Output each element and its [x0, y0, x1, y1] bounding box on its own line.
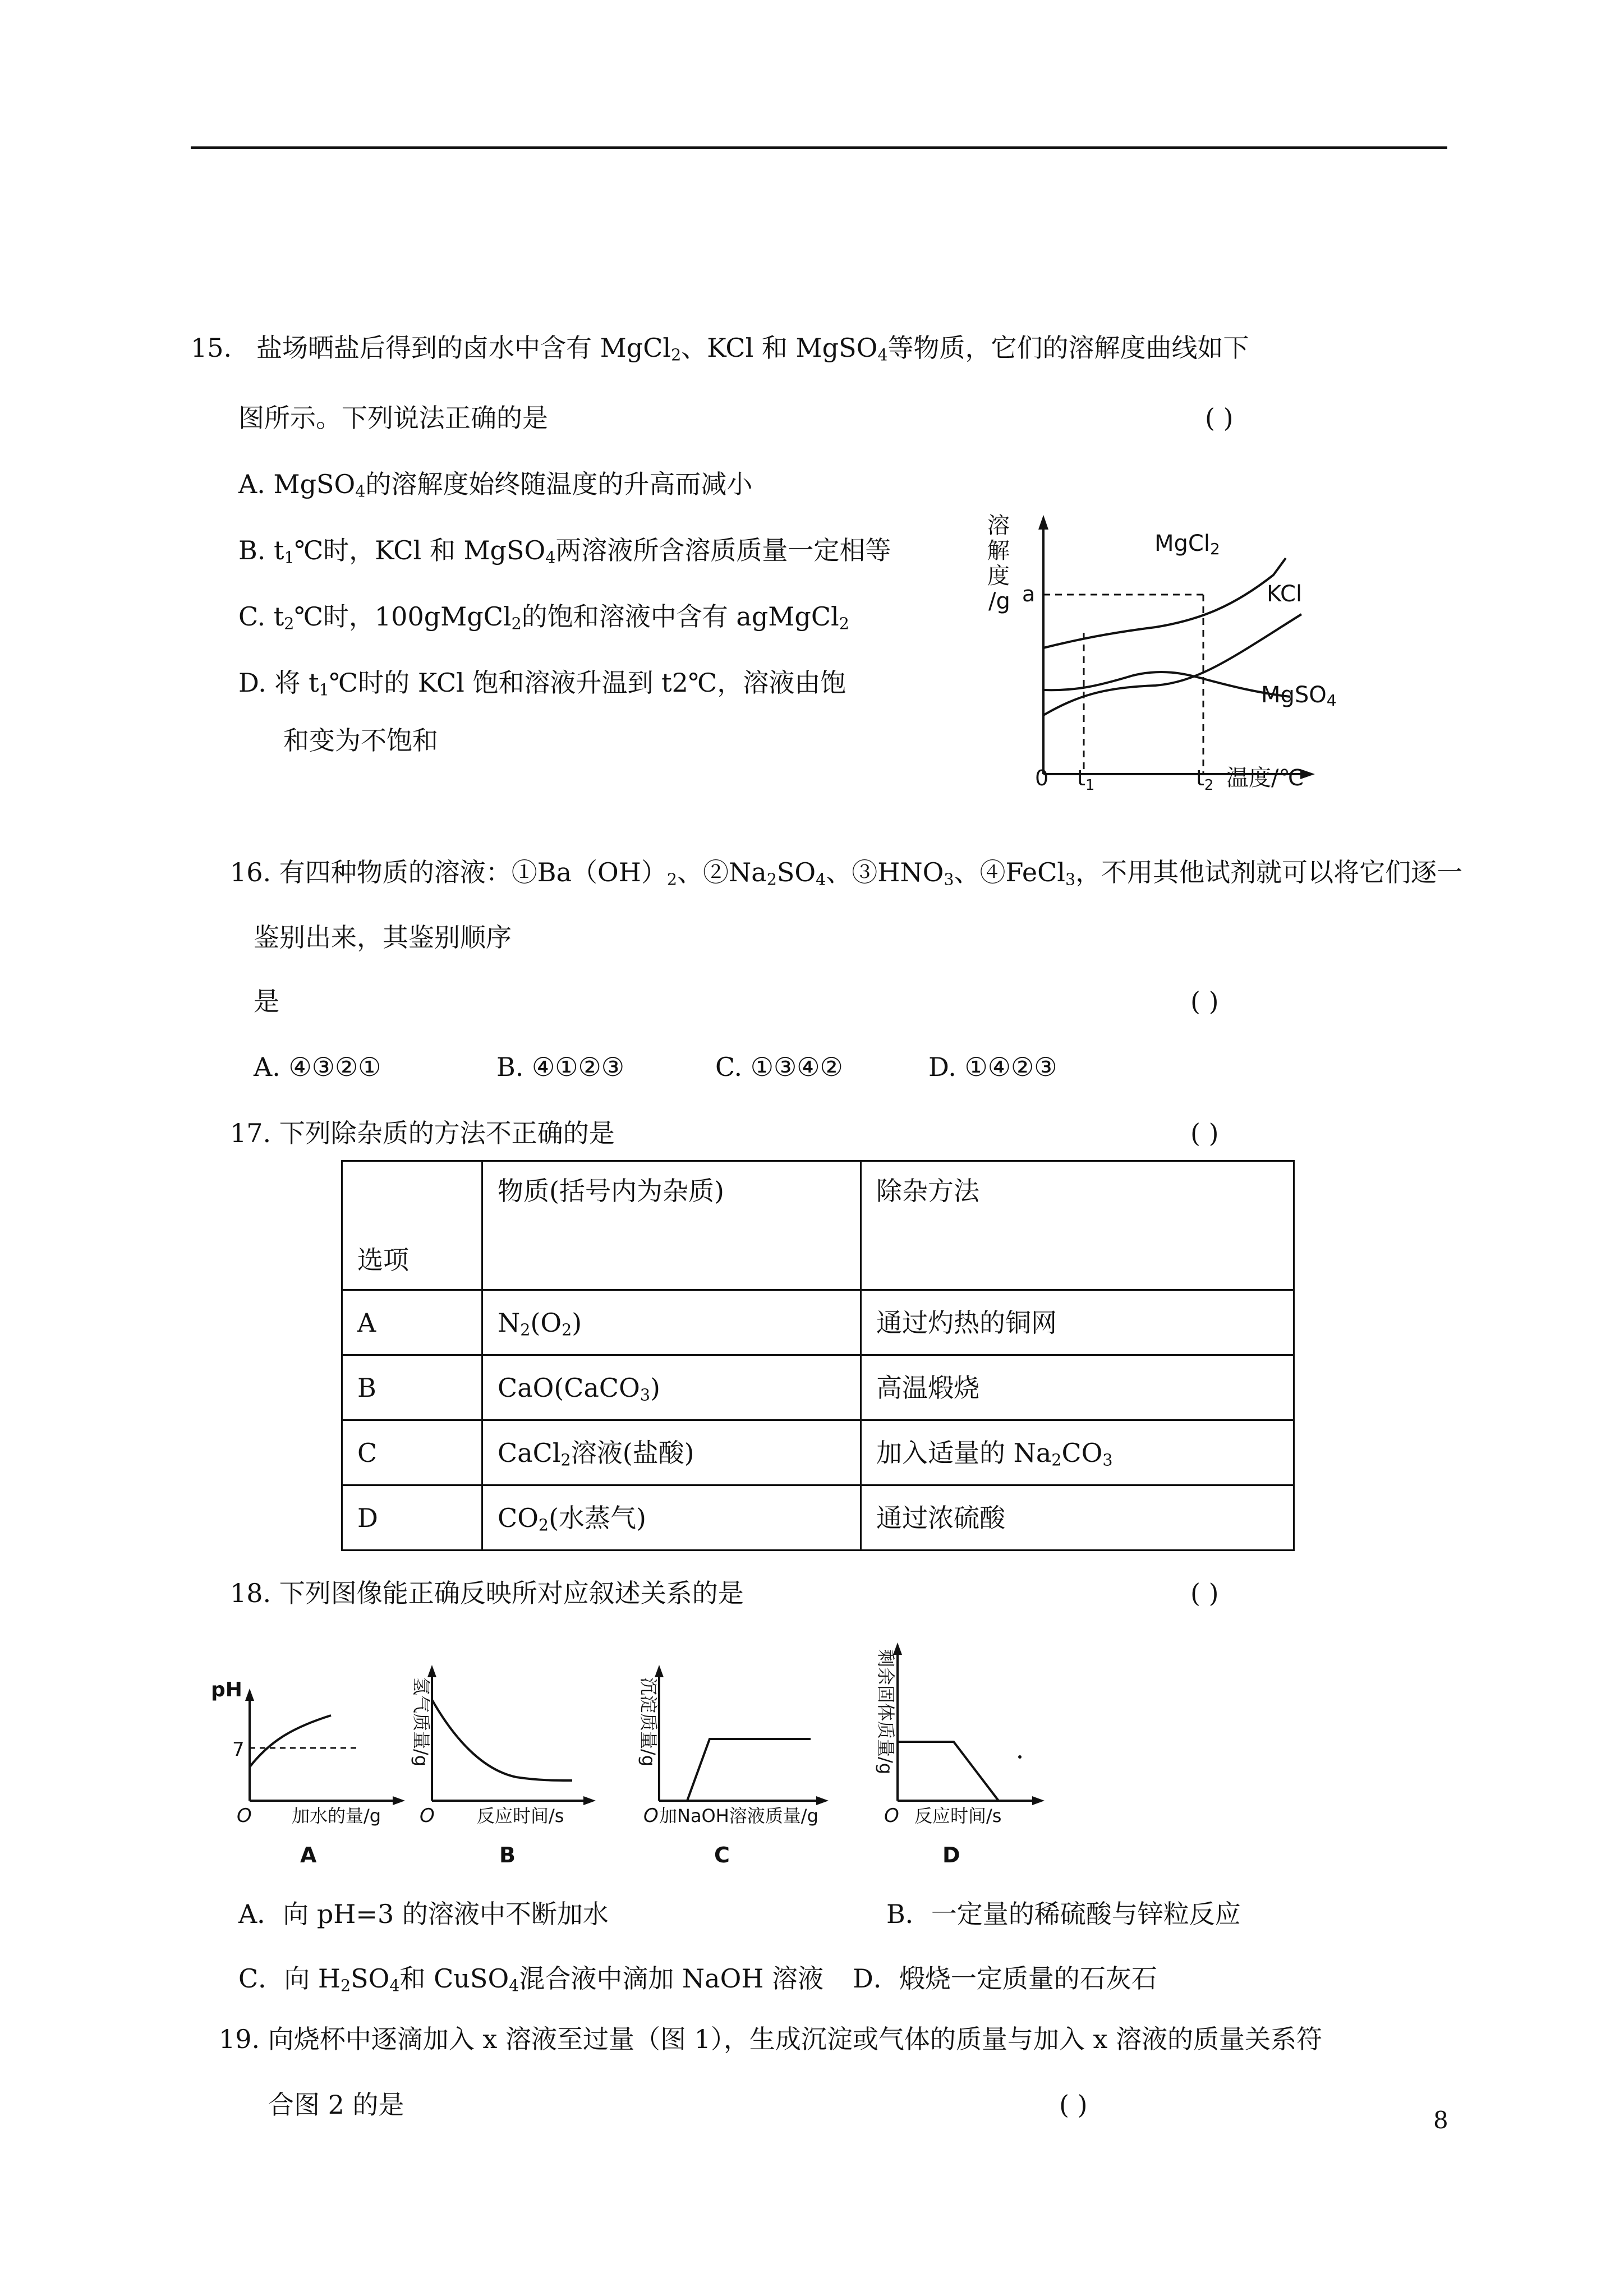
- graph-c-origin: O: [643, 1805, 659, 1827]
- graph-d-line: [898, 1742, 999, 1801]
- graph-a-curve: [250, 1715, 331, 1767]
- graph-a-letter: A: [300, 1843, 317, 1867]
- row-c-substance: CaCl$_2$溶液(盐酸): [482, 1420, 861, 1485]
- ylabel-char-1: 溶: [987, 513, 1010, 539]
- row-a-option: A: [342, 1290, 482, 1355]
- graph-a-tick-7: 7: [232, 1738, 245, 1761]
- graph-a-xlabel: 加水的量/g: [292, 1805, 381, 1826]
- q19-line1: 19. 向烧杯中逐滴加入 x 溶液至过量（图 1），生成沉淀或气体的质量与加入 x 溶液的质量关系符: [219, 2024, 1323, 2054]
- solubility-chart: [965, 505, 1346, 808]
- q15-answer-paren: ( ): [1205, 403, 1234, 433]
- ylabel-char-3: 度: [987, 563, 1010, 589]
- graph-d-letter: D: [942, 1843, 960, 1867]
- row-c-option: C: [342, 1420, 482, 1485]
- row-d-substance: $CO_2$(水蒸气): [482, 1485, 861, 1550]
- q18-answer-paren: ( ): [1190, 1578, 1219, 1608]
- q19-answer-paren: ( ): [1059, 2090, 1088, 2120]
- row-b-method: 高温煅烧: [861, 1355, 1294, 1420]
- mgcl2-curve: [1043, 558, 1286, 648]
- q15-option-b: B. $t_1℃$时，KCl 和 MgSO$_4$两溶液所含溶质质量一定相等: [238, 535, 891, 567]
- graph-a-ylabel: pH: [211, 1678, 242, 1701]
- table-row: [342, 1355, 1294, 1420]
- ylabel-char-2: 解: [987, 538, 1010, 564]
- ylabel-char-4: /g: [988, 588, 1010, 614]
- table-header-row: [342, 1161, 1294, 1290]
- header-substance: 物质(括号内为杂质): [482, 1161, 861, 1290]
- row-c-method: 加入适量的 $Na_2CO_3$: [861, 1420, 1294, 1485]
- graph-b: [393, 1649, 606, 1874]
- q15-line1: 15. 盐场晒盐后得到的卤水中含有 MgCl$_2$、KCl 和 MgSO$_4$等物质，它们的溶解度曲线如下: [191, 333, 1249, 365]
- q15-option-d: D. 将 $t_1℃$时的 KCl 饱和溶液升温到 t2℃，溶液由饱: [238, 668, 846, 700]
- graph-c-letter: C: [714, 1843, 730, 1867]
- q18-option-c: C．向 $H_2SO_4$和 CuSO$_4$混合液中滴加 NaOH 溶液: [238, 1963, 824, 1995]
- row-b-substance: CaO(CaCO$_3$): [482, 1355, 861, 1420]
- table-row: [342, 1290, 1294, 1355]
- graph-b-ylabel: 氢气质量/g: [411, 1677, 432, 1767]
- graph-b-xlabel: 反应时间/s: [477, 1805, 564, 1826]
- graph-a: [208, 1677, 410, 1874]
- origin-label: 0: [1035, 766, 1049, 790]
- q16-option-a: A. ④③②①: [254, 1052, 381, 1082]
- impurity-table: [341, 1160, 1295, 1551]
- graph-d-xlabel: 反应时间/s: [914, 1805, 1002, 1826]
- q16-answer-paren: ( ): [1190, 986, 1219, 1016]
- page-number: 8: [1433, 2106, 1448, 2134]
- q18-option-a: A．向 pH=3 的溶液中不断加水: [238, 1899, 609, 1929]
- a-label: a: [1022, 582, 1036, 606]
- graph-b-curve: [432, 1700, 572, 1780]
- row-a-method: 通过灼热的铜网: [861, 1290, 1294, 1355]
- q16-option-d: D. ①④②③: [928, 1052, 1057, 1082]
- row-d-method: 通过浓硫酸: [861, 1485, 1294, 1550]
- kcl-label: KCl: [1267, 581, 1303, 607]
- mgso4-label: MgSO4: [1261, 682, 1337, 710]
- header-option: 选项: [342, 1161, 482, 1290]
- table-row: [342, 1485, 1294, 1550]
- q16-line2: 鉴别出来，其鉴别顺序: [254, 922, 512, 953]
- q16-option-c: C. ①③④②: [715, 1052, 843, 1082]
- graph-a-origin: O: [237, 1805, 252, 1827]
- graph-d: [853, 1627, 1088, 1874]
- q19-line2: 合图 2 的是: [268, 2090, 404, 2120]
- row-a-substance: $N_2(O_2)$: [482, 1290, 861, 1355]
- row-d-option: D: [342, 1485, 482, 1550]
- graph-c-line: [659, 1739, 811, 1801]
- q17-answer-paren: ( ): [1190, 1118, 1219, 1148]
- q18-option-b: B．一定量的稀硫酸与锌粒反应: [886, 1899, 1241, 1929]
- q17-stem: 17. 下列除杂质的方法不正确的是: [230, 1118, 615, 1148]
- graph-c: [620, 1649, 867, 1874]
- q15-option-a: A. MgSO$_4$的溶解度始终随温度的升高而减小: [238, 469, 753, 501]
- t2-label: $t_2$: [1196, 766, 1214, 794]
- q15-option-d-cont: 和变为不饱和: [283, 725, 438, 756]
- t1-label: $t_1$: [1077, 766, 1095, 794]
- q16-line3: 是: [254, 986, 279, 1016]
- q18-option-d: D．煅烧一定质量的石灰石: [853, 1963, 1157, 1994]
- graph-c-ylabel: 沉淀质量/g: [638, 1677, 659, 1767]
- graph-c-xlabel: 加NaOH溶液质量/g: [659, 1805, 818, 1826]
- header-rule: [191, 146, 1447, 149]
- row-b-option: B: [342, 1355, 482, 1420]
- table-row: [342, 1420, 1294, 1485]
- header-method: 除杂方法: [861, 1161, 1294, 1290]
- graph-d-origin: O: [884, 1805, 899, 1827]
- graph-b-origin: O: [420, 1805, 435, 1827]
- q16-line1: 16. 有四种物质的溶液：$①Ba(OH)_2$、$②Na_2SO_4$、$③HNO_3$、④FeCl$_3$，不用其他试剂就可以将它们逐一: [230, 857, 1463, 889]
- graph-b-letter: B: [499, 1843, 516, 1867]
- xlabel: 温度/℃: [1226, 765, 1304, 791]
- graph-d-ylabel: 剩余固体质量/g: [875, 1649, 896, 1775]
- q18-stem: 18. 下列图像能正确反映所对应叙述关系的是: [230, 1578, 744, 1608]
- q15-line2: 图所示。下列说法正确的是: [238, 403, 548, 433]
- mgcl2-label: MgCl2: [1154, 531, 1220, 558]
- q16-option-b: B. ④①②③: [496, 1052, 625, 1082]
- q15-option-c: C. $t_2℃$时，100gMgCl$_2$的饱和溶液中含有 agMgCl$_2$: [238, 601, 849, 633]
